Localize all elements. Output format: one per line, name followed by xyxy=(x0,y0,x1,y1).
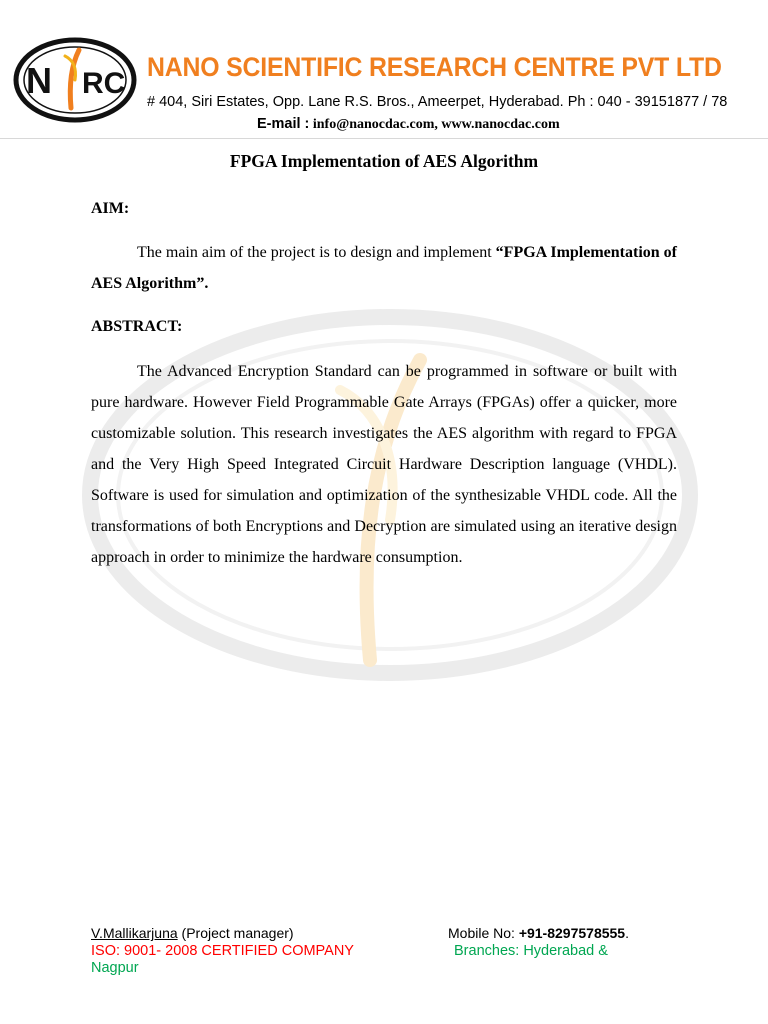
aim-project-name: “FPGA Implementation of AES Algorithm”. xyxy=(91,244,678,292)
company-name: NANO SCIENTIFIC RESEARCH CENTRE PVT LTD xyxy=(147,52,722,82)
mobile-number[interactable]: +91-8297578555 xyxy=(518,925,626,941)
email-label: E-mail : xyxy=(257,116,310,132)
mobile-label: Mobile No: xyxy=(448,925,519,941)
header-divider xyxy=(0,138,768,139)
nrc-logo xyxy=(13,36,137,124)
mobile-line xyxy=(448,925,629,941)
project-manager-line xyxy=(91,925,294,941)
aim-text: The main aim of the project is to design and implement xyxy=(137,244,496,261)
svg-text:RC: RC xyxy=(82,67,126,100)
iso-certification: ISO: 9001- 2008 CERTIFIED COMPANY xyxy=(91,943,354,959)
aim-paragraph xyxy=(91,237,677,299)
branches-continued: Nagpur xyxy=(91,960,139,976)
abstract-paragraph: The Advanced Encryption Standard can be programmed in software or built with pure hardware. However Field Programmable Gate Arrays (FPGAs) offer a quicker, more customizable solution. This research investigates the AES algorithm with regard to FPGA and the Very High Speed Integrated Circuit Hardware Description language (VHDL). Software is used for simulation and optimization of the synthesizable VHDL code. All the transformations of both Encryptions and Decryption are simulated using an iterative design approach in order to minimize the hardware consumption. xyxy=(91,363,677,566)
aim-heading: AIM: xyxy=(91,200,130,217)
abstract-heading: ABSTRACT: xyxy=(91,318,183,335)
email-value[interactable]: info@nanocdac.com, www.nanocdac.com xyxy=(312,117,560,132)
email-line xyxy=(257,116,560,133)
svg-text:N: N xyxy=(26,60,52,101)
contact-name: V.Mallikarjuna xyxy=(91,925,178,941)
mobile-suffix: . xyxy=(625,925,629,941)
document-title: FPGA Implementation of AES Algorithm xyxy=(229,151,539,171)
company-address: # 404, Siri Estates, Opp. Lane R.S. Bros., Ameerpet, Hyderabad. Ph : 040 - 39151877 / 78 xyxy=(147,94,728,110)
branches-text: Branches: Hyderabad & xyxy=(454,943,608,959)
contact-role: (Project manager) xyxy=(181,925,294,941)
